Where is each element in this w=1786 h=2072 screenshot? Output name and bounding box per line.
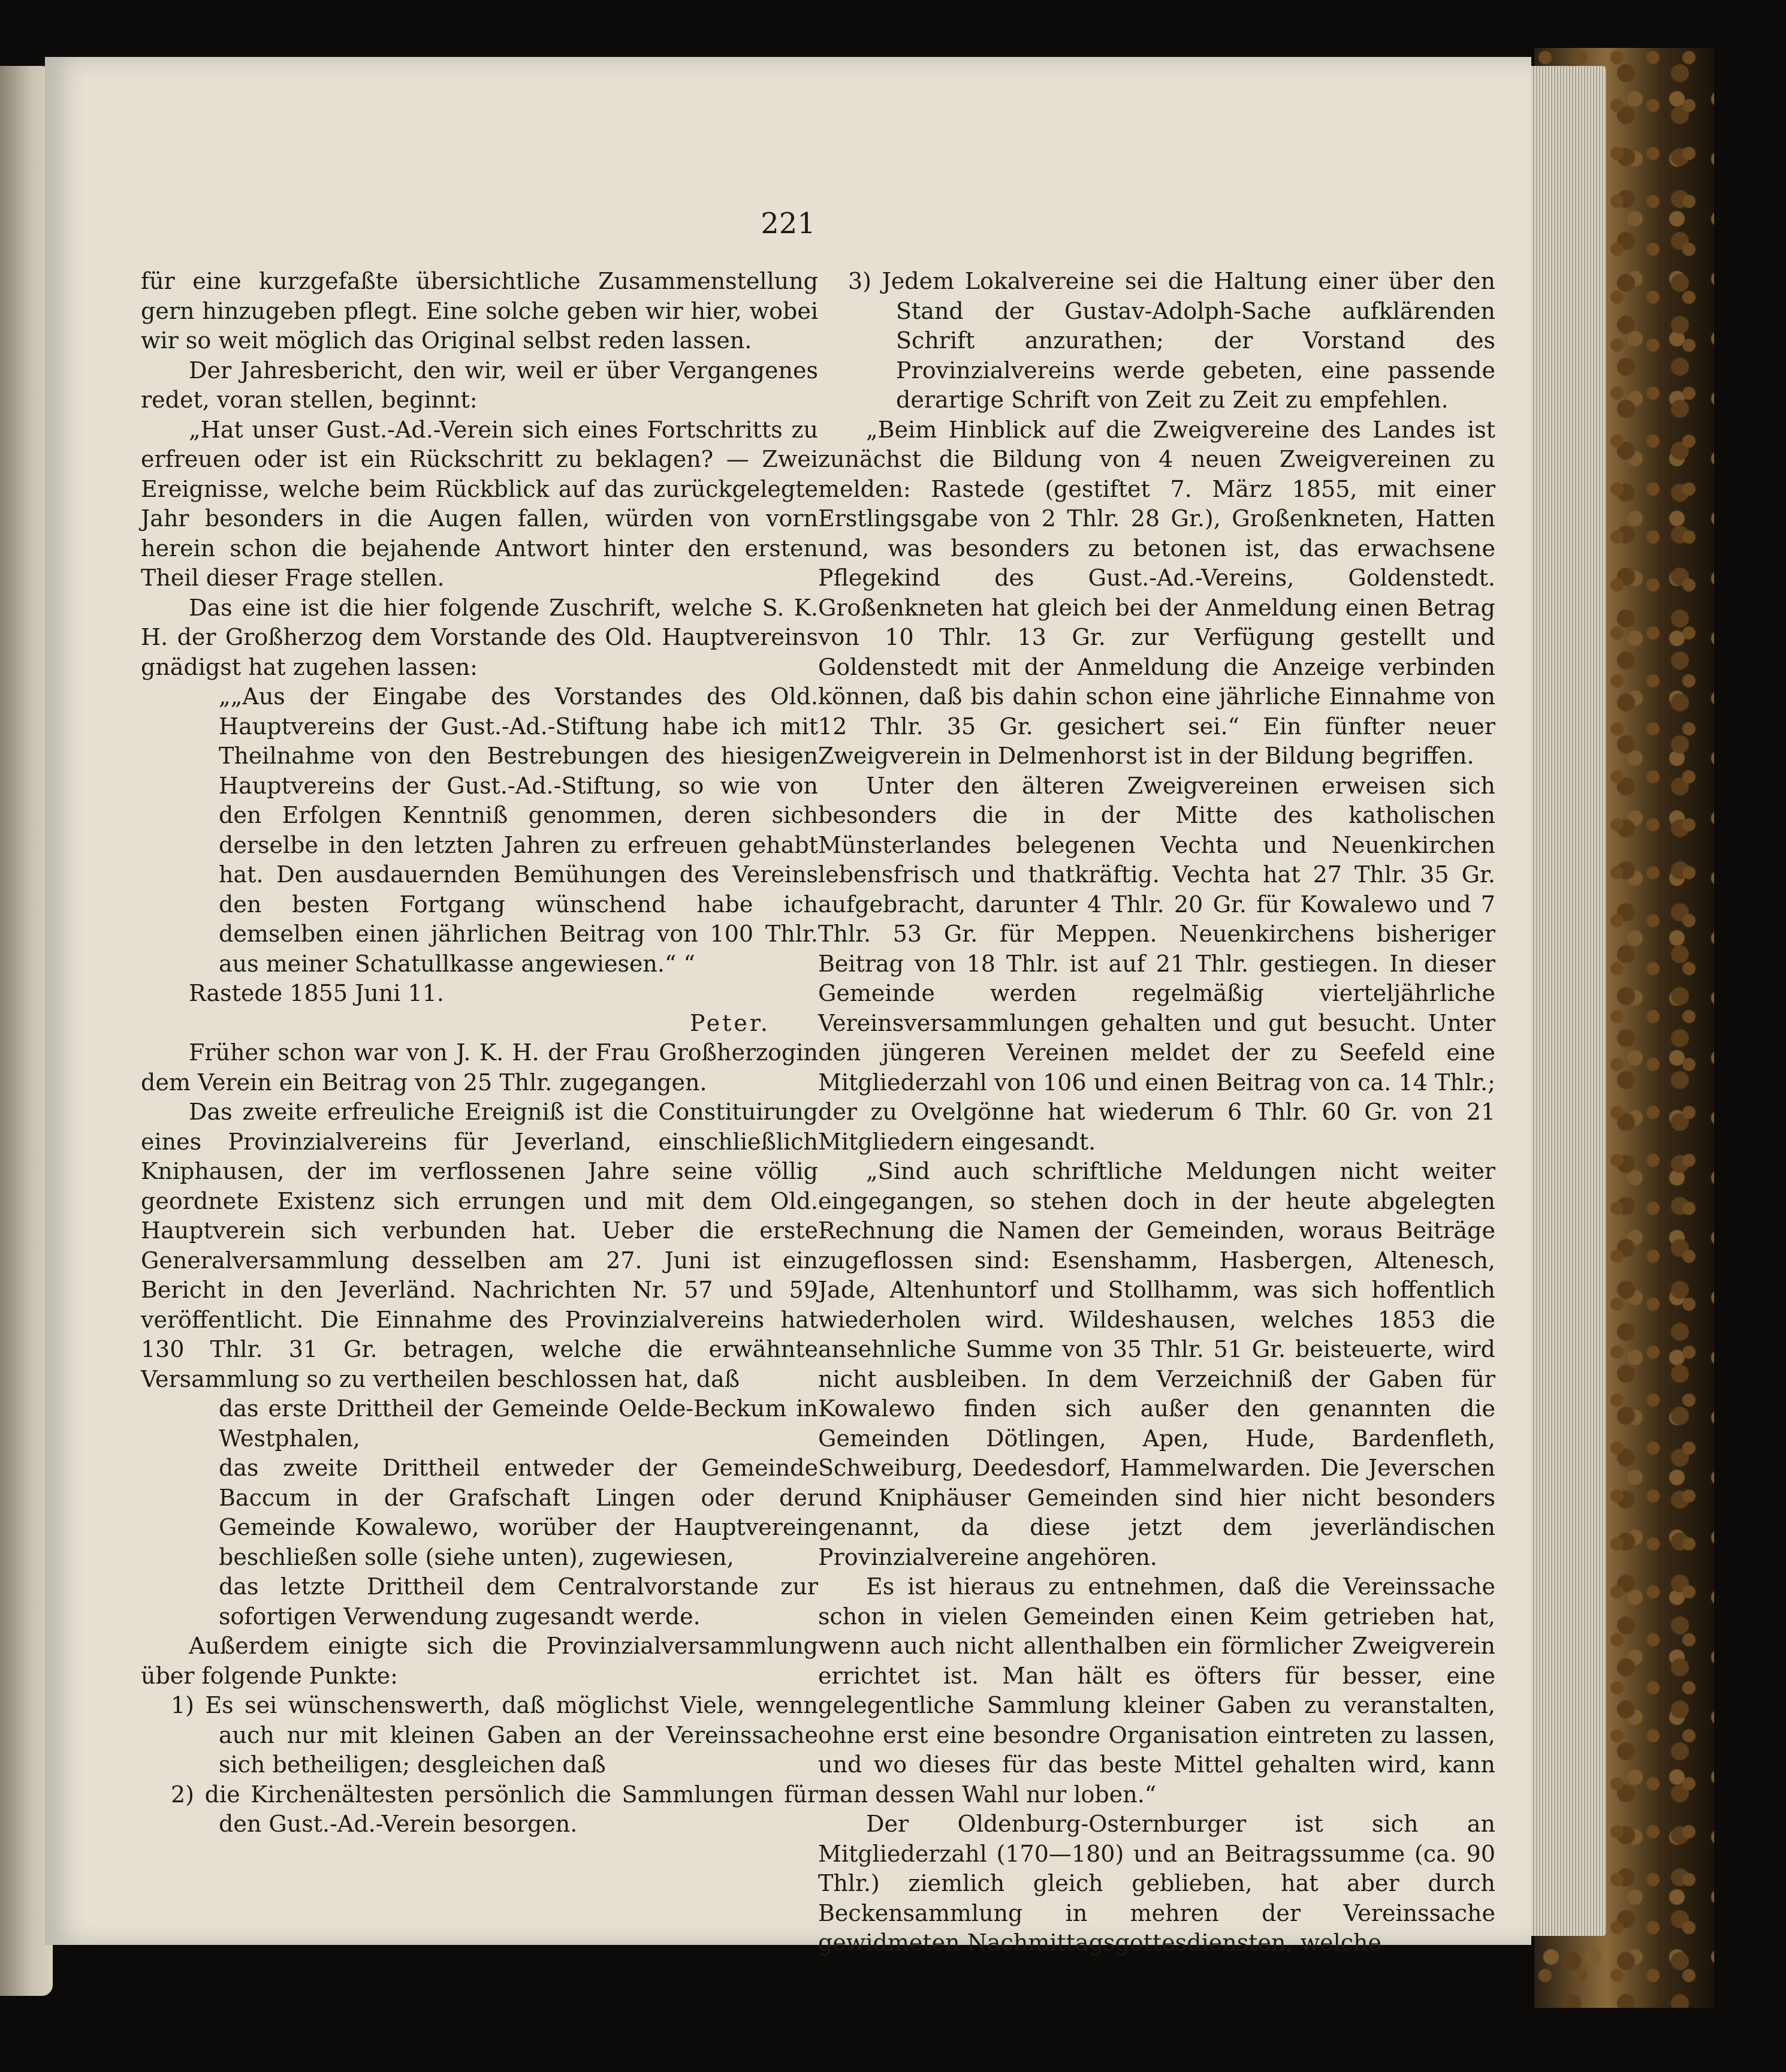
letter-date: Rastede 1855 Juni 11. [189, 980, 444, 1006]
page-number: 221 [761, 207, 816, 240]
quote-paragraph: „Hat unser Gust.-Ad.-Verein sich eines Fortschritts zu erfreuen oder ist ein Rückschritt zu beklagen? — Zwei Ereignisse, welche beim Rückblick auf das zurückgelegte Jahr besonders in die Augen fallen, würden von vorn herein schon die bejahende Antwort hinter den ersten Theil dieser Frage stellen. [141, 416, 818, 591]
list-item: das zweite Drittheil entweder der Gemeinde Baccum in der Grafschaft Lingen oder der Gemeinde Kowalewo, worüber der Hauptverein beschließen solle (siehe unten), zugewiesen, [219, 1455, 818, 1570]
list-item: das letzte Drittheil dem Centralvorstande zur sofortigen Verwendung zugesandt werde. [219, 1573, 818, 1630]
paragraph: für eine kurzgefaßte übersichtliche Zusammenstellung gern hinzugeben pflegt. Eine solche geben wir hier, wobei wir so weit möglich das Original selbst reden lassen. [141, 268, 818, 354]
paragraph: Es ist hieraus zu entnehmen, daß die Vereinssache schon in vielen Gemeinden einen Keim getrieben hat, wenn auch nicht allenthalben ein förmlicher Zweigverein errichtet ist. Man hält es öfters für besser, eine gelegentliche Sammlung kleiner Gaben zu veranstalten, ohne erst eine besondre Organisation eintreten zu lassen, und wo dieses für das beste Mittel gehalten wird, kann man dessen Wahl nur loben.“ [818, 1573, 1495, 1808]
paragraph: Früher schon war von J. K. H. der Frau Großherzogin dem Verein ein Beitrag von 25 Thlr. zugegangen. [141, 1039, 818, 1096]
list-item: das erste Drittheil der Gemeinde Oelde-Beckum in Westphalen, [219, 1395, 818, 1452]
paragraph: „Beim Hinblick auf die Zweigvereine des Landes ist zunächst die Bildung von 4 neuen Zweigvereinen zu melden: Rastede (gestiftet 7. März 1855, mit einer Erstlingsgabe von 2 Thlr. 28 Gr.), Großenkneten, Hatten und, was besonders zu betonen ist, das erwachsene Pflegekind des Gust.-Ad.-Vereins, Goldenstedt. Großenkneten hat gleich bei der Anmeldung einen Betrag von 10 Thlr. 13 Gr. zur Verfügung gestellt und Goldenstedt mit der Anmeldung die Anzeige verbinden können, daß bis dahin schon eine jährliche Einnahme von 12 Thlr. 35 Gr. gesichert sei.“ Ein fünfter neuer Zweigverein in Delmenhorst ist in der Bildung begriffen. [818, 416, 1495, 769]
paragraph: Das eine ist die hier folgende Zuschrift, welche S. K. H. der Großherzog dem Vorstande des Old. Hauptvereins gnädigst hat zugehen lassen: [141, 594, 818, 680]
paragraph: Unter den älteren Zweigvereinen erweisen sich besonders die in der Mitte des katholischen Münsterlandes belegenen Vechta und Neuenkirchen lebensfrisch und thatkräftig. Vechta hat 27 Thlr. 35 Gr. aufgebracht, darunter 4 Thlr. 20 Gr. für Kowalewo und 7 Thlr. 53 Gr. für Meppen. Neuenkirchens bisheriger Beitrag von 18 Thlr. ist auf 21 Thlr. gestiegen. In dieser Gemeinde werden regelmäßig vierteljährliche Vereinsversammlungen gehalten und gut besucht. Unter den jüngeren Vereinen meldet der zu Seefeld eine Mitgliederzahl von 106 und einen Beitrag von ca. 14 Thlr.; der zu Ovelgönne hat wiederum 6 Thlr. 60 Gr. von 21 Mitgliedern eingesandt. [818, 772, 1495, 1155]
left-column [141, 267, 818, 1839]
letter-signature: Peter. [689, 1009, 770, 1036]
paragraph: „Sind auch schriftliche Meldungen nicht weiter eingegangen, so stehen doch in der heute abgelegten Rechnung die Namen der Gemeinden, woraus Beiträge zugeflossen sind: Esenshamm, Hasbergen, Altenesch, Jade, Altenhuntorf und Stollhamm, was sich hoffentlich wiederholen wird. Wildeshausen, welches 1853 die ansehnliche Summe von 35 Thlr. 51 Gr. beisteuerte, wird nicht ausbleiben. In dem Verzeichniß der Gaben für Kowalewo finden sich außer den genannten die Gemeinden Dötlingen, Apen, Hude, Bardenfleth, Schweiburg, Deedesdorf, Hammelwarden. Die Jeverschen und Kniphäuser Gemeinden sind hier nicht besonders genannt, da diese jetzt dem jeverländischen Provinzialvereine angehören. [818, 1158, 1495, 1570]
numbered-item: 1) Es sei wünschenswerth, daß möglichst Viele, wenn auch nur mit kleinen Gaben an der Vereinssache sich betheiligen; desgleichen daß [171, 1692, 818, 1778]
numbered-item: 2) die Kirchenältesten persönlich die Sammlungen für den Gust.-Ad.-Verein besorgen. [171, 1781, 818, 1837]
page-stack-edge [1522, 66, 1606, 1936]
letter-quote: „„Aus der Eingabe des Vorstandes des Old. Hauptvereins der Gust.-Ad.-Stiftung habe ich mit Theilnahme von den Bestrebungen des hiesigen Hauptvereins der Gust.-Ad.-Stiftung, so wie von den Erfolgen Kenntniß genommen, deren sich derselbe in den letzten Jahren zu erfreuen gehabt hat. Den ausdauernden Bemühungen des Vereins den besten Fortgang wünschend habe ich demselben einen jährlichen Beitrag von 100 Thlr. aus meiner Schatullkasse angewiesen.“ “ [219, 683, 818, 977]
paragraph: Der Jahresbericht, den wir, weil er über Vergangenes redet, voran stellen, beginnt: [141, 357, 818, 413]
paragraph: Außerdem einigte sich die Provinzialversammlung über folgende Punkte: [141, 1633, 818, 1689]
right-column [818, 267, 1495, 1958]
numbered-item: 3) Jedem Lokalvereine sei die Haltung einer über den Stand der Gustav-Adolph-Sache aufklärenden Schrift anzurathen; der Vorstand des Provinzialvereins werde gebeten, eine passende derartige Schrift von Zeit zu Zeit zu empfehlen. [848, 268, 1495, 413]
paragraph: Der Oldenburg-Osternburger ist sich an Mitgliederzahl (170—180) und an Beitragssumme (ca. 90 Thlr.) ziemlich gleich geblieben, hat aber durch Beckensammlung in mehren der Vereinssache gewidmeten Nachmittagsgottesdiensten, welche [818, 1811, 1495, 1956]
paragraph: Das zweite erfreuliche Ereigniß ist die Constituirung eines Provinzialvereins für Jeverland, einschließlich Kniphausen, der im verflossenen Jahre seine völlig geordnete Existenz sich errungen und mit dem Old. Hauptverein sich verbunden hat. Ueber die erste Generalversammlung desselben am 27. Juni ist ein Bericht in den Jeverländ. Nachrichten Nr. 57 und 59 veröffentlicht. Die Einnahme des Provinzialvereins hat 130 Thlr. 31 Gr. betragen, welche die erwähnte Versammlung so zu vertheilen beschlossen hat, daß [141, 1099, 818, 1392]
book-page [45, 57, 1531, 1956]
